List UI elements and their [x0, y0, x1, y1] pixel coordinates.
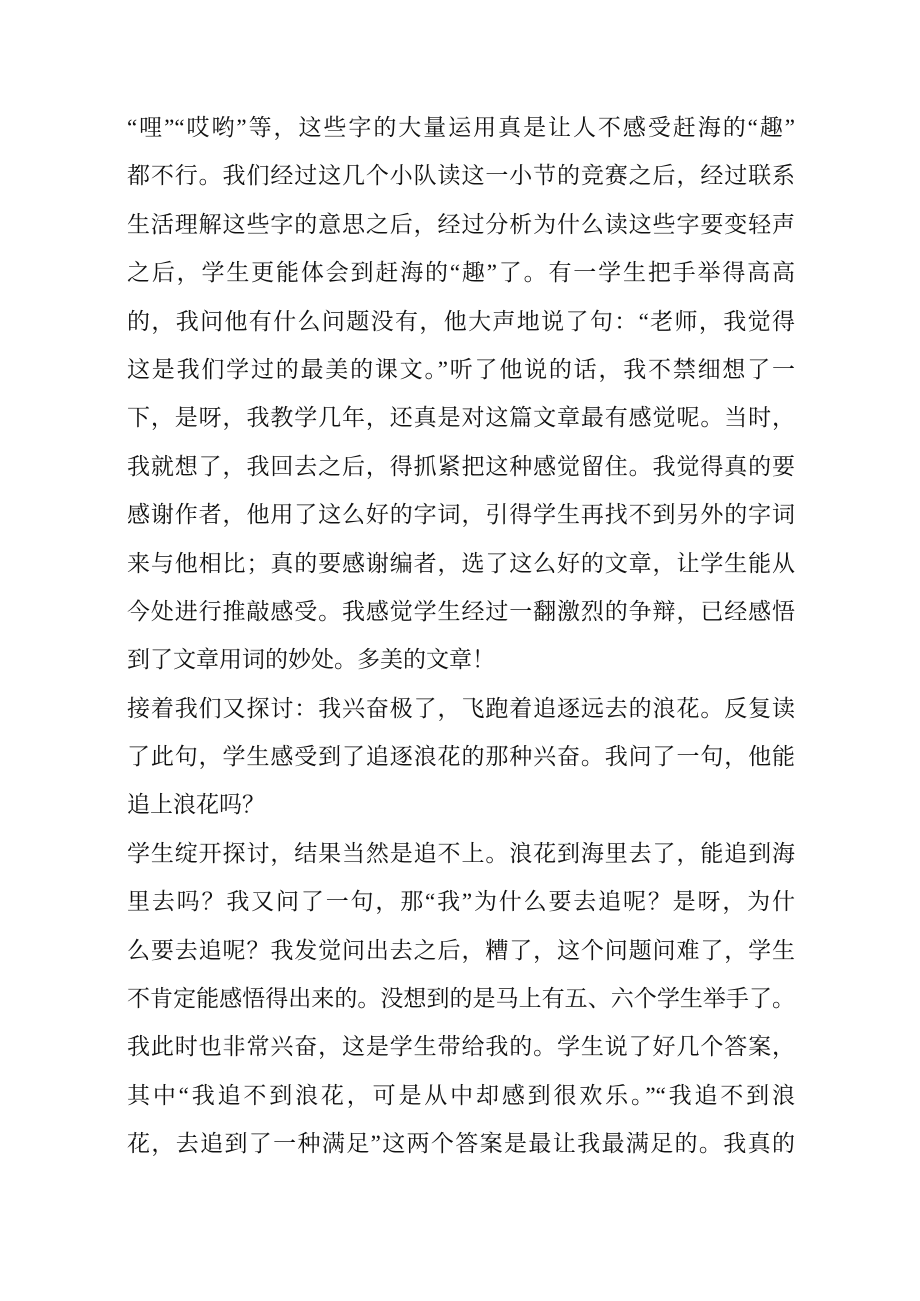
text-line: 感谢作者，他用了这么好的字词，引得学生再找不到另外的字词	[127, 502, 795, 528]
text-line: 么要去追呢？我发觉问出去之后，糟了，这个问题问难了，学生	[127, 937, 795, 963]
text-line: 这是我们学过的最美的课文。”听了他说的话，我不禁细想了一	[127, 356, 795, 382]
text-line: 生活理解这些字的意思之后，经过分析为什么读这些字要变轻声	[127, 211, 795, 237]
text-line: 不肯定能感悟得出来的。没想到的是马上有五、六个学生举手了。	[127, 986, 795, 1012]
text-line: 都不行。我们经过这几个小队读这一小节的竞赛之后，经过联系	[127, 163, 795, 189]
text-line: 到了文章用词的妙处。多美的文章！	[127, 647, 495, 673]
text-line: 的，我问他有什么问题没有，他大声地说了句：“老师，我觉得	[127, 308, 795, 334]
paragraph-1	[127, 104, 795, 685]
text-line: 了此句，学生感受到了追逐浪花的那种兴奋。我问了一句，他能	[127, 744, 795, 770]
text-line: 花，去追到了一种满足”这两个答案是最让我最满足的。我真的	[127, 1131, 795, 1157]
text-line: 下，是呀，我教学几年，还真是对这篇文章最有感觉呢。当时，	[127, 405, 795, 431]
paragraph-3	[127, 830, 795, 1169]
text-line: 来与他相比；真的要感谢编者，选了这么好的文章，让学生能从	[127, 550, 795, 576]
text-line: 我此时也非常兴奋，这是学生带给我的。学生说了好几个答案，	[127, 1034, 795, 1060]
text-line: 我就想了，我回去之后，得抓紧把这种感觉留住。我觉得真的要	[127, 453, 795, 479]
text-line: 今处进行推敲感受。我感觉学生经过一翻激烈的争辩，已经感悟	[127, 598, 795, 624]
text-line: 追上浪花吗？	[127, 792, 265, 818]
text-line: 里去吗？我又问了一句，那“我”为什么要去追呢？是呀，为什	[127, 889, 795, 915]
text-line: “哩”“哎哟”等，这些字的大量运用真是让人不感受赶海的“趣”	[127, 115, 795, 140]
text-line: 学生绽开探讨，结果当然是追不上。浪花到海里去了，能追到海	[127, 840, 795, 866]
paragraph-2	[127, 685, 795, 830]
text-line: 之后，学生更能体会到赶海的“趣”了。有一学生把手举得高高	[127, 260, 795, 286]
text-line: 其中“我追不到浪花，可是从中却感到很欢乐。”“我追不到浪	[127, 1082, 795, 1108]
document-text-block	[127, 104, 795, 1169]
text-line: 接着我们又探讨：我兴奋极了，飞跑着追逐远去的浪花。反复读	[127, 695, 795, 721]
